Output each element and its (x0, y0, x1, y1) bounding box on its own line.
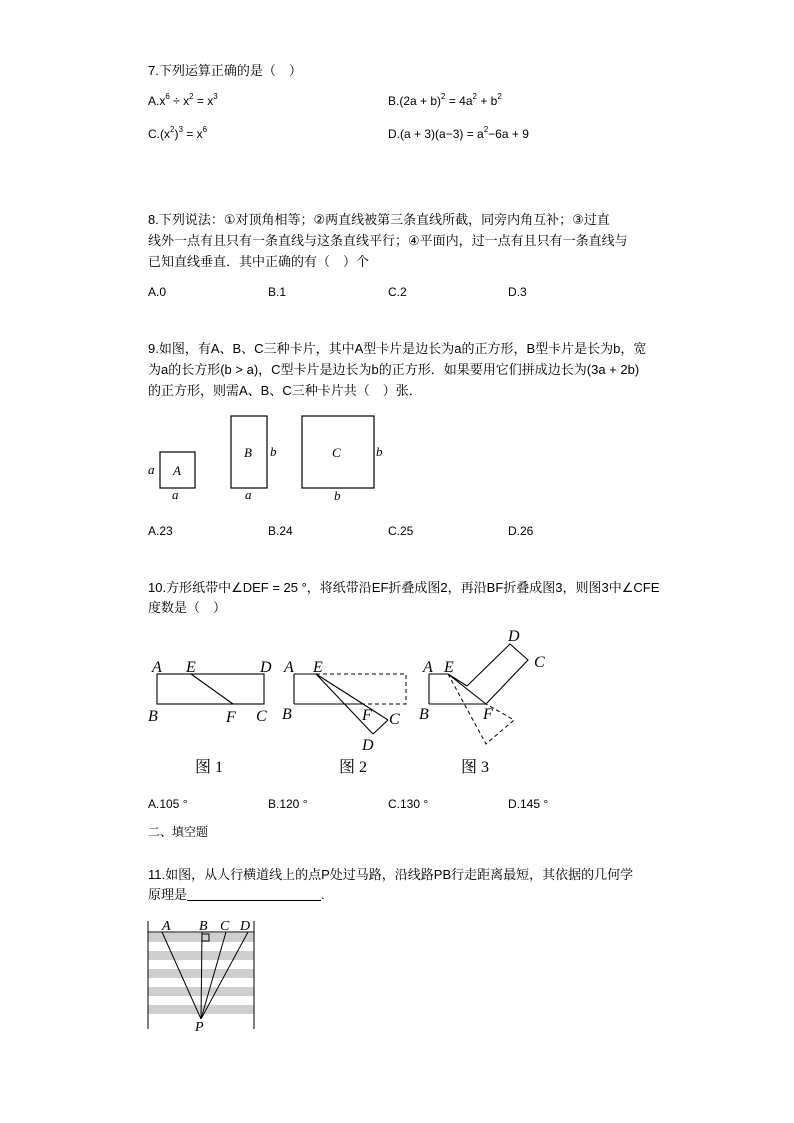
fig1-label-a: A (152, 659, 162, 676)
q9-line-3: 的正方形，则需A、B、C三种卡片共（ ）张． (148, 383, 422, 398)
card-b-side-b: b (270, 444, 277, 459)
q8-option-b[interactable]: B.1 (268, 285, 287, 299)
fig3-label-b: B (419, 706, 429, 723)
fig2-label-f: F (362, 707, 372, 724)
q8-line-3: 已知直线垂直．其中正确的有（ ）个 (148, 254, 370, 269)
card-b-label: B (244, 445, 252, 460)
fig1-label-d: D (260, 659, 272, 676)
q7-option-c[interactable]: $C.(x^2)^3 = x^6$ (148, 125, 208, 141)
q9-option-b[interactable]: B.24 (268, 524, 293, 538)
q9-cards-figure (140, 410, 400, 508)
card-a-label: A (173, 463, 181, 478)
q10-line-2: 度数是（ ） (148, 600, 227, 615)
card-a-side-a: a (148, 462, 155, 477)
fig3-caption: 图 3 (461, 759, 490, 776)
fig1-label-f: F (226, 709, 236, 726)
q7-option-a[interactable]: $A.x^6 \div x^2 = x^3$ (148, 92, 218, 108)
fig3-label-a: A (423, 659, 433, 676)
fig3-label-e: E (444, 659, 454, 676)
fig2-label-e: E (313, 659, 323, 676)
fig2-label-d: D (362, 737, 374, 754)
q10-option-a[interactable]: A.105 ° (148, 797, 188, 811)
q9-line-2: 为a的长方形(b > a)，C型卡片是边长为b的正方形．如果要用它们拼成边长为(3a + 2b) (148, 362, 640, 377)
fig1-label-e: E (186, 659, 196, 676)
q11-answer-blank[interactable] (187, 889, 321, 901)
q8-line-1: 8.下列说法：①对顶角相等；②两直线被第三条直线所截，同旁内角互补；③过直 (148, 212, 610, 227)
label-b: B (199, 919, 208, 934)
label-d: D (240, 919, 251, 934)
q9-option-a[interactable]: A.23 (148, 524, 173, 538)
q7-option-d[interactable]: $D.(a + 3)(a-3) = a^2-6a + 9$ (388, 125, 529, 141)
fig3-folded-part (448, 644, 528, 704)
card-a-bottom-a: a (172, 487, 179, 502)
fig1-fold-line (191, 674, 233, 704)
label-p: P (195, 1020, 204, 1035)
q7-stem: 7.下列运算正确的是（ ） (148, 63, 302, 78)
fig3-label-f: F (483, 706, 493, 723)
q8-option-c[interactable]: C.2 (388, 285, 407, 299)
q10-option-d[interactable]: D.145 ° (508, 797, 549, 811)
q8-option-d[interactable]: D.3 (508, 285, 527, 299)
fig1-strip (157, 674, 264, 704)
q7-option-b[interactable]: $B.(2a + b)^2 = 4a^2 + b^2$ (388, 92, 502, 108)
card-c-bottom-b: b (334, 488, 341, 503)
fig2-label-c: C (389, 711, 400, 728)
fig3-label-c: C (534, 654, 545, 671)
fig3-label-d: D (508, 628, 520, 645)
q10-line-1: 10.方形纸带中∠DEF = 25 °，将纸带沿EF折叠成图2，再沿BF折叠成图3，则图3中∠CFE (148, 580, 660, 595)
fig2-label-b: B (282, 706, 292, 723)
q10-option-b[interactable]: B.120 ° (268, 797, 308, 811)
card-c-label: C (332, 445, 341, 460)
q9-option-d[interactable]: D.26 (508, 524, 534, 538)
card-b-bottom-a: a (245, 487, 252, 502)
fig1-label-b: B (148, 708, 158, 725)
label-a: A (162, 919, 171, 934)
q11-line-2: 原理是 . (148, 887, 325, 902)
q10-option-c[interactable]: C.130 ° (388, 797, 429, 811)
fig2-label-a: A (284, 659, 294, 676)
q8-option-a[interactable]: A.0 (148, 285, 167, 299)
fig2-caption: 图 2 (339, 759, 368, 776)
card-c-side-b: b (376, 444, 383, 459)
fig1-label-c: C (256, 708, 267, 725)
q11-crosswalk-figure (140, 915, 265, 1035)
fig1-caption: 图 1 (195, 759, 224, 776)
q10-folding-figure (140, 620, 570, 782)
section-heading-fill-blank: 二、填空题 (148, 825, 209, 839)
q9-line-1: 9.如图，有A、B、C三种卡片，其中A型卡片是边长为a的正方形，B型卡片是长为b，宽 (148, 341, 647, 356)
q11-line-1: 11.如图，从人行横道线上的点P处过马路，沿线路PB行走距离最短，其依据的几何学 (148, 867, 634, 882)
label-c: C (220, 919, 230, 934)
q9-option-c[interactable]: C.25 (388, 524, 414, 538)
q8-line-2: 线外一点有且只有一条直线与这条直线平行；④平面内，过一点有且只有一条直线与 (148, 233, 628, 248)
